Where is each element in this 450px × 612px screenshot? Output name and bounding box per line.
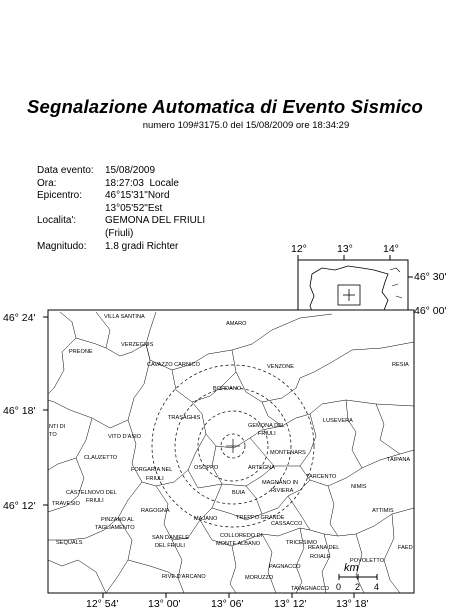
info-value: 18:27:03 Locale [105, 177, 179, 189]
place-label: VENZONE [267, 364, 295, 370]
report-subtitle: numero 109#3175.0 del 15/08/2009 ore 18:34:29 [142, 120, 350, 131]
place-label: TAGLIAMENTO [95, 525, 135, 531]
place-label: RIVIERA [271, 488, 294, 494]
place-label: TO [49, 432, 57, 438]
place-label: TARCENTO [306, 474, 337, 480]
info-value: 46°15'31"Nord [105, 190, 170, 202]
place-label: GEMONA DEL [248, 423, 285, 429]
map-lon-label: 13° 00' [148, 598, 181, 610]
scale-unit: km [344, 562, 359, 574]
info-value: GEMONA DEL FRIULI [105, 215, 206, 227]
place-label: ROIALE [310, 554, 331, 560]
scale-tick: 0 [336, 582, 342, 592]
info-label: Ora: [37, 177, 57, 189]
info-value: (Friuli) [105, 227, 134, 239]
place-label: PINZANO AL [101, 517, 134, 523]
inset-lat-label: 46° 30' [414, 271, 447, 283]
place-label: FRIULI [258, 431, 276, 437]
place-label: TRICESIMO [286, 540, 318, 546]
place-label: REANA DEL [308, 545, 340, 551]
info-label: Localita': [37, 215, 77, 227]
place-label: CAVAZZO CARNICO [147, 362, 200, 368]
place-label: SEQUALS [56, 540, 83, 546]
inset-lon-label: 12° [291, 243, 307, 255]
info-value: 13°05'52"Est [105, 202, 163, 214]
info-label: Magnitudo: [37, 240, 87, 252]
place-label: ATTIMIS [372, 508, 394, 514]
map-lon-label: 13° 18' [336, 598, 369, 610]
place-label: MORUZZO [245, 575, 274, 581]
map-lat-label: 46° 18' [3, 405, 36, 417]
map-lat-label: 46° 12' [3, 500, 36, 512]
place-label: RESIA [392, 362, 409, 368]
place-label: MAJANO [194, 516, 218, 522]
place-label: VERZEGNIS [121, 342, 154, 348]
place-label: TREPPO GRANDE [236, 515, 285, 521]
place-label: PREONE [69, 349, 93, 355]
place-label: VILLA SANTINA [104, 314, 145, 320]
main-map [43, 310, 414, 598]
place-label: FAED [398, 545, 413, 551]
place-label: MONTENARS [270, 450, 306, 456]
place-label: BUIA [232, 490, 246, 496]
place-label: TRAVESIO [52, 501, 80, 507]
place-label: FORGARIA NEL [131, 467, 173, 473]
map-lon-label: 12° 54' [86, 598, 119, 610]
place-label: PAGNACCO [269, 564, 301, 570]
inset-lon-label: 13° [337, 243, 353, 255]
place-label: LUSEVERA [323, 418, 353, 424]
place-label: CLAUZETTO [84, 455, 118, 461]
place-label: TRASAGHIS [168, 415, 201, 421]
place-label: AMARO [226, 321, 247, 327]
place-label: TAIPANA [387, 457, 411, 463]
place-label: RAGOGNA [141, 508, 170, 514]
map-lon-label: 13° 12' [274, 598, 307, 610]
place-label: FRIULI [146, 476, 164, 482]
inset-lat-label: 46° 00' [414, 305, 447, 317]
place-label: FRIULI [86, 498, 104, 504]
place-label: BORDANO [213, 386, 242, 392]
info-value: 1.8 gradi Richter [105, 240, 179, 252]
info-value: 15/08/2009 [105, 165, 156, 176]
place-label: RIVE D'ARCANO [162, 574, 206, 580]
scale-tick: 4 [374, 582, 380, 592]
inset-lon-label: 14° [383, 243, 399, 255]
info-label: Epicentro: [37, 190, 83, 202]
place-label: MAGNANO IN [262, 480, 299, 486]
place-label: SAN DANIELE [152, 535, 189, 541]
place-label: OSOPPO [194, 465, 219, 471]
place-label: COLLOREDO DI [220, 533, 263, 539]
place-label: NIMIS [351, 484, 367, 490]
place-label: MONTE ALBANO [216, 541, 261, 547]
place-label: CASSACCO [271, 521, 303, 527]
map-lat-label: 46° 24' [3, 312, 36, 324]
scale-tick: 2 [355, 582, 361, 592]
place-label: ARTEGNA [248, 465, 275, 471]
place-label: CASTELNOVO DEL [66, 490, 117, 496]
map-lon-label: 13° 06' [211, 598, 244, 610]
place-label: VITO D'ASIO [108, 434, 141, 440]
place-label: TAVAGNACCO [291, 586, 329, 592]
page-title: Segnalazione Automatica di Evento Sismico [26, 96, 424, 117]
place-label: NTI DI [49, 424, 66, 430]
place-label: DEL FRIULI [155, 543, 185, 549]
place-label: POVOLETTO [350, 558, 385, 564]
info-label: Data evento: [37, 165, 94, 176]
